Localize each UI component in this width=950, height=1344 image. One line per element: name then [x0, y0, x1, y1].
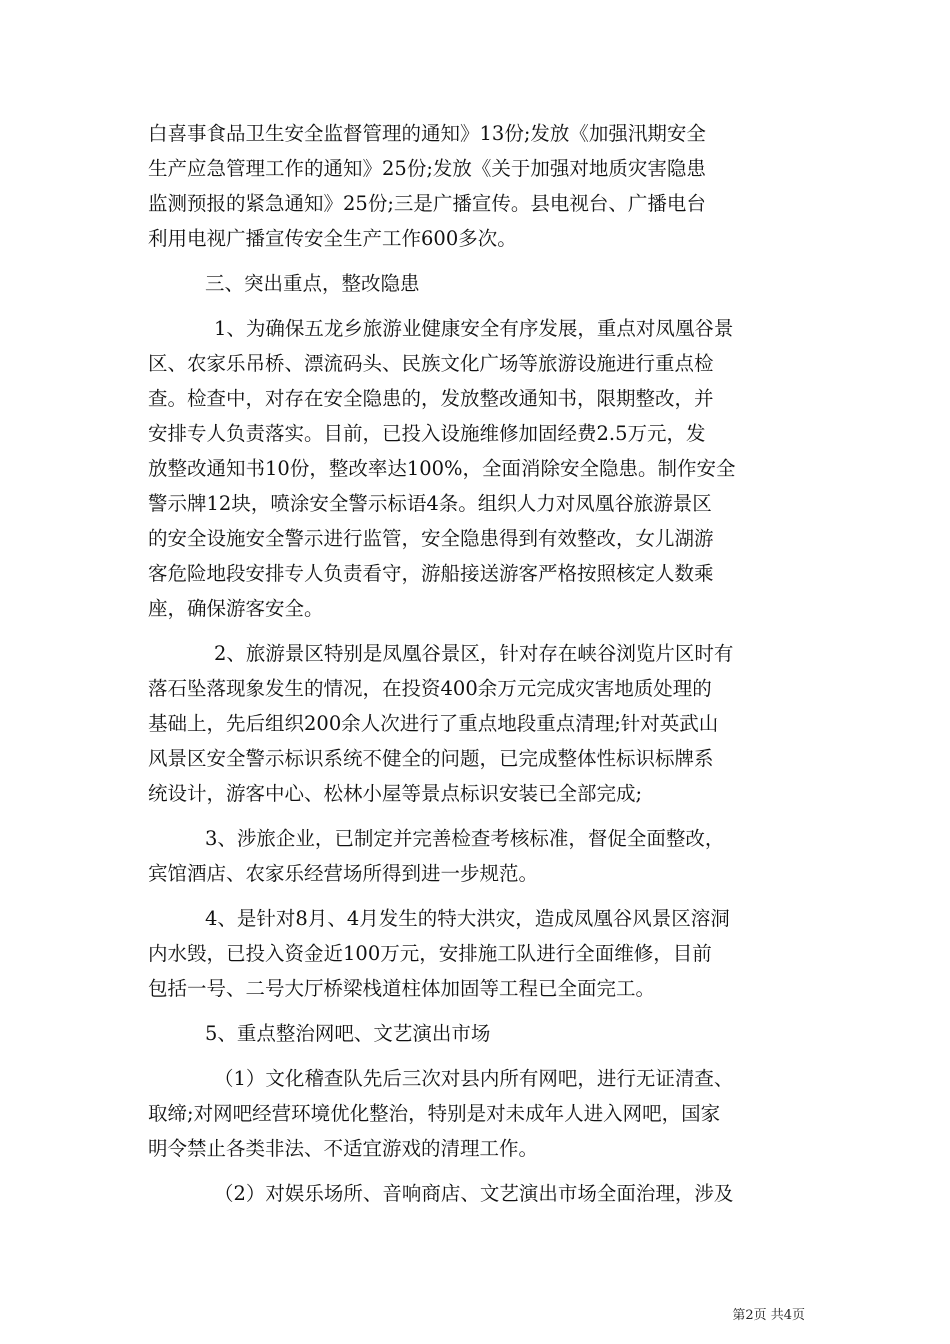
text-line: 白喜事食品卫生安全监督管理的通知》13份;发放《加强汛期安全 — [148, 122, 706, 145]
text-line: 2、旅游景区特别是凤凰谷景区，针对存在峡谷浏览片区时有 — [214, 642, 734, 665]
text-line: 3、涉旅企业，已制定并完善检查考核标准，督促全面整改， — [205, 827, 725, 850]
text-line: 警示牌12块，喷涂安全警示标语4条。组织人力对凤凰谷旅游景区 — [148, 492, 712, 515]
text-line: 利用电视广播宣传安全生产工作600多次。 — [148, 227, 517, 250]
text-line: 的安全设施安全警示进行监管，安全隐患得到有效整改，女儿湖游 — [148, 527, 714, 550]
text-line: 包括一号、二号大厅桥梁栈道柱体加固等工程已全面完工。 — [148, 977, 656, 1000]
text-line: 落石坠落现象发生的情况，在投资400余万元完成灾害地质处理的 — [148, 677, 712, 700]
text-line: 放整改通知书10份，整改率达100%，全面消除安全隐患。制作安全 — [148, 457, 736, 480]
text-line: 宾馆酒店、农家乐经营场所得到进一步规范。 — [148, 862, 539, 885]
text-line: 座，确保游客安全。 — [148, 597, 324, 620]
text-line: 风景区安全警示标识系统不健全的问题，已完成整体性标识标牌系 — [148, 747, 714, 770]
text-line: 安排专人负责落实。目前，已投入设施维修加固经费2.5万元，发 — [148, 422, 706, 445]
text-line: 统设计，游客中心、松林小屋等景点标识安装已全部完成; — [148, 782, 643, 805]
text-line: 区、农家乐吊桥、漂流码头、民族文化广场等旅游设施进行重点检 — [148, 352, 714, 375]
text-line: 取缔;对网吧经营环境优化整治，特别是对未成年人进入网吧，国家 — [148, 1102, 721, 1125]
text-line: 4、是针对8月、4月发生的特大洪灾，造成凤凰谷风景区溶洞 — [205, 907, 730, 930]
text-line: 生产应急管理工作的通知》25份;发放《关于加强对地质灾害隐患 — [148, 157, 706, 180]
page-indicator: 第2页 共4页 — [732, 1308, 805, 1323]
text-line: 监测预报的紧急通知》25份;三是广播宣传。县电视台、广播电台 — [148, 192, 706, 215]
text-line: 明令禁止各类非法、不适宜游戏的清理工作。 — [148, 1137, 539, 1160]
document-body — [148, 116, 812, 1211]
text-line: 查。检查中，对存在安全隐患的，发放整改通知书，限期整改，并 — [148, 387, 714, 410]
text-line: 基础上，先后组织200余人次进行了重点地段重点清理;针对英武山 — [148, 712, 719, 735]
section-heading: 5、重点整治网吧、文艺演出市场 — [205, 1022, 491, 1045]
text-line: 内水毁，已投入资金近100万元，安排施工队进行全面维修，目前 — [148, 942, 712, 965]
section-heading: 三、突出重点，整改隐患 — [205, 272, 420, 295]
text-line: （1）文化稽查队先后三次对县内所有网吧，进行无证清查、 — [214, 1067, 734, 1090]
text-line: （2）对娱乐场所、音响商店、文艺演出市场全面治理，涉及 — [214, 1182, 734, 1205]
text-line: 1、为确保五龙乡旅游业健康安全有序发展，重点对凤凰谷景 — [214, 317, 734, 340]
text-line: 客危险地段安排专人负责看守，游船接送游客严格按照核定人数乘 — [148, 562, 714, 585]
